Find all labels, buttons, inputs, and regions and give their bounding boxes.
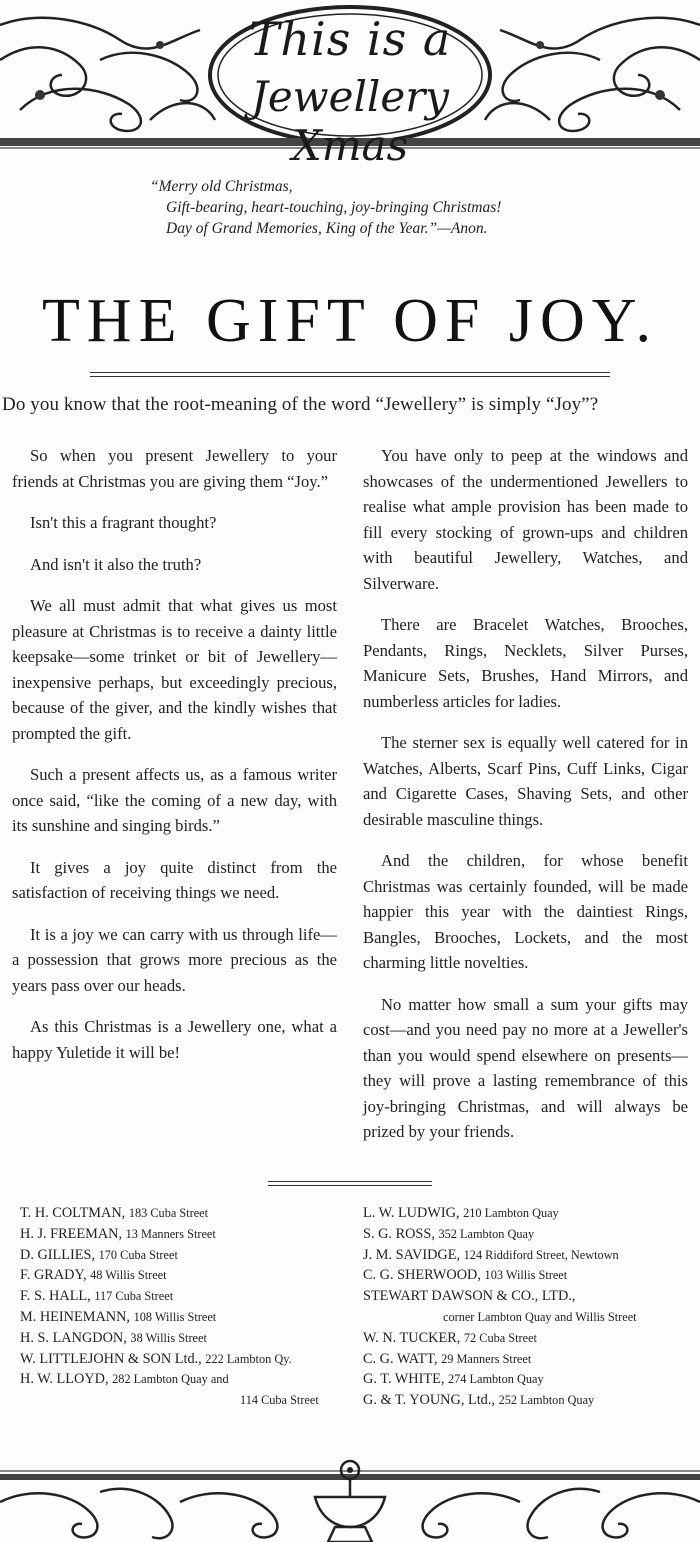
list-divider-bottom — [268, 1185, 432, 1186]
right-paragraph: There are Bracelet Watches, Brooches, Pendants, Rings, Necklets, Silver Purses, Manicure Sets, Brushes, Hand Mirrors, and numberless articles for ladies. — [363, 615, 688, 711]
jeweller-address: 183 Cuba Street — [128, 1206, 209, 1220]
jeweller-address-continued: corner Lambton Quay and Willis Street — [443, 1309, 637, 1324]
jeweller-address-continued: 114 Cuba Street — [240, 1393, 319, 1408]
jeweller-entry — [363, 1265, 700, 1286]
jeweller-name: STEWART DAWSON & CO., LTD., — [363, 1288, 576, 1305]
jeweller-entry — [20, 1245, 365, 1266]
jeweller-name: D. GILLIES, — [20, 1246, 96, 1263]
jewellers-left-column — [20, 1203, 365, 1411]
left-paragraph: As this Christmas is a Jewellery one, what a happy Yuletide it will be! — [12, 1017, 337, 1062]
jeweller-name: G. & T. YOUNG, Ltd., — [363, 1392, 495, 1409]
jeweller-entry — [20, 1328, 365, 1349]
jewellers-right-column — [363, 1203, 700, 1411]
left-paragraph: And isn't it also the truth? — [30, 554, 202, 574]
jeweller-name: C. G. SHERWOOD, — [363, 1267, 481, 1284]
jeweller-address: 352 Lambton Quay — [438, 1226, 535, 1241]
jeweller-name: H. W. LLOYD, — [20, 1371, 109, 1388]
jeweller-name: W. N. TUCKER, — [363, 1329, 461, 1346]
jeweller-address: 117 Cuba Street — [94, 1289, 174, 1304]
lead-question: Do you know that the root-meaning of the word “Jewellery” is simply “Joy”? — [2, 394, 599, 415]
title-line-1: This is a — [248, 12, 452, 66]
quote-line-3: Day of Grand Memories, King of the Year.”—Anon. — [166, 220, 488, 237]
jeweller-address: 124 Riddiford Street, Newtown — [463, 1247, 619, 1262]
jeweller-entry — [20, 1265, 365, 1286]
jeweller-entry — [20, 1307, 365, 1328]
jeweller-address: 103 Willis Street — [484, 1268, 568, 1283]
quote-line-1: “Merry old Christmas, — [150, 178, 293, 195]
jeweller-name: L. W. LUDWIG, — [363, 1205, 460, 1221]
jeweller-entry — [363, 1224, 700, 1245]
left-paragraph: Such a present affects us, as a famous writer once said, “like the coming of a new day, with its sunshine and singing birds.” — [12, 765, 337, 835]
jeweller-entry — [20, 1369, 365, 1390]
jeweller-entry — [363, 1286, 700, 1307]
jeweller-name: H. S. LANGDON, — [20, 1329, 127, 1346]
list-divider-top — [268, 1181, 432, 1182]
right-column — [363, 443, 688, 1161]
left-paragraph: It is a joy we can carry with us through life—a possession that grows more precious as the years pass over our heads. — [12, 924, 337, 995]
jeweller-address: 252 Lambton Quay — [498, 1393, 595, 1408]
epigraph-quote — [150, 176, 670, 239]
right-paragraph: No matter how small a sum your gifts may cost—and you need pay no more at a Jeweller's than you would spend elsewhere on presents—they will prove a lasting remembrance of this joy-bringing Christmas, and will always be prized by your friends. — [363, 994, 688, 1141]
jeweller-address: 210 Lambton Quay — [463, 1206, 559, 1220]
jeweller-address: 72 Cuba Street — [463, 1330, 537, 1345]
jeweller-address: 48 Willis Street — [90, 1268, 167, 1283]
left-paragraph: So when you present Jewellery to your friends at Christmas you are giving them “Joy.” — [12, 446, 337, 491]
title-line-2: Jewellery Xmas — [250, 72, 450, 170]
jeweller-name: S. G. ROSS, — [363, 1225, 435, 1242]
jeweller-entry — [363, 1203, 700, 1224]
jeweller-name: F. GRADY, — [20, 1267, 87, 1284]
jeweller-entry — [20, 1286, 365, 1307]
jeweller-address: 282 Lambton Quay and — [112, 1372, 229, 1387]
jeweller-address: 274 Lambton Quay — [447, 1372, 544, 1387]
jeweller-entry — [20, 1224, 365, 1245]
right-paragraph: You have only to peep at the windows and showcases of the undermentioned Jewellers to realise what ample provision has been made to fill every stocking of grown-ups and children with beautiful Jewellery, Watches, and Silverware. — [363, 446, 688, 593]
jeweller-entry — [363, 1328, 700, 1349]
jeweller-name: J. M. SAVIDGE, — [363, 1246, 461, 1263]
right-paragraph: The sterner sex is equally well catered for in Watches, Alberts, Scarf Pins, Cuff Links, Cigar and Cigarette Cases, Shaving Sets, and other desirable masculine things. — [363, 733, 688, 829]
jeweller-name: T. H. COLTMAN, — [20, 1205, 126, 1221]
quote-line-2: Gift-bearing, heart-touching, joy-bringing Christmas! — [166, 199, 502, 216]
jeweller-address: 13 Manners Street — [125, 1226, 216, 1241]
headline-rule-bottom — [90, 376, 610, 377]
headline-rule-top — [90, 372, 610, 373]
jeweller-entry — [363, 1369, 700, 1390]
jeweller-entry — [363, 1390, 700, 1411]
right-paragraph: And the children, for whose benefit Christmas was certainly founded, will be made happier this year with the daintiest Rings, Bangles, Brooches, Lockets, and the most charming little novelties. — [363, 851, 688, 972]
left-column — [12, 443, 337, 1081]
jeweller-entry — [363, 1349, 700, 1370]
jeweller-name: F. S. HALL, — [20, 1288, 91, 1305]
jeweller-name: G. T. WHITE, — [363, 1371, 445, 1388]
jeweller-name: C. G. WATT, — [363, 1350, 438, 1367]
jeweller-name: W. LITTLEJOHN & SON Ltd., — [20, 1350, 202, 1367]
jeweller-address: 222 Lambton Qy. — [205, 1351, 292, 1366]
jeweller-name: H. J. FREEMAN, — [20, 1225, 123, 1242]
jeweller-address: 170 Cuba Street — [98, 1247, 178, 1262]
left-paragraph: Isn't this a fragrant thought? — [30, 513, 217, 532]
jeweller-address: 38 Willis Street — [130, 1330, 207, 1345]
left-paragraph: We all must admit that what gives us most pleasure at Christmas is to receive a dainty little keepsake—some trinket or bit of Jewellery—inexpensive perhaps, but exceedingly precious, because of the giver, and the kindly wishes that prompted the gift. — [12, 596, 337, 743]
jeweller-entry — [363, 1245, 700, 1266]
jeweller-address: 29 Manners Street — [441, 1351, 532, 1366]
left-paragraph: It gives a joy quite distinct from the satisfaction of receiving things we need. — [12, 857, 337, 902]
footer-scroll-ornament — [0, 1452, 700, 1542]
headline: THE GIFT OF JOY. — [41, 287, 659, 355]
jeweller-address: 108 Willis Street — [133, 1309, 217, 1324]
jeweller-entry — [20, 1203, 365, 1224]
jeweller-entry — [20, 1349, 365, 1370]
jeweller-name: M. HEINEMANN, — [20, 1308, 130, 1325]
